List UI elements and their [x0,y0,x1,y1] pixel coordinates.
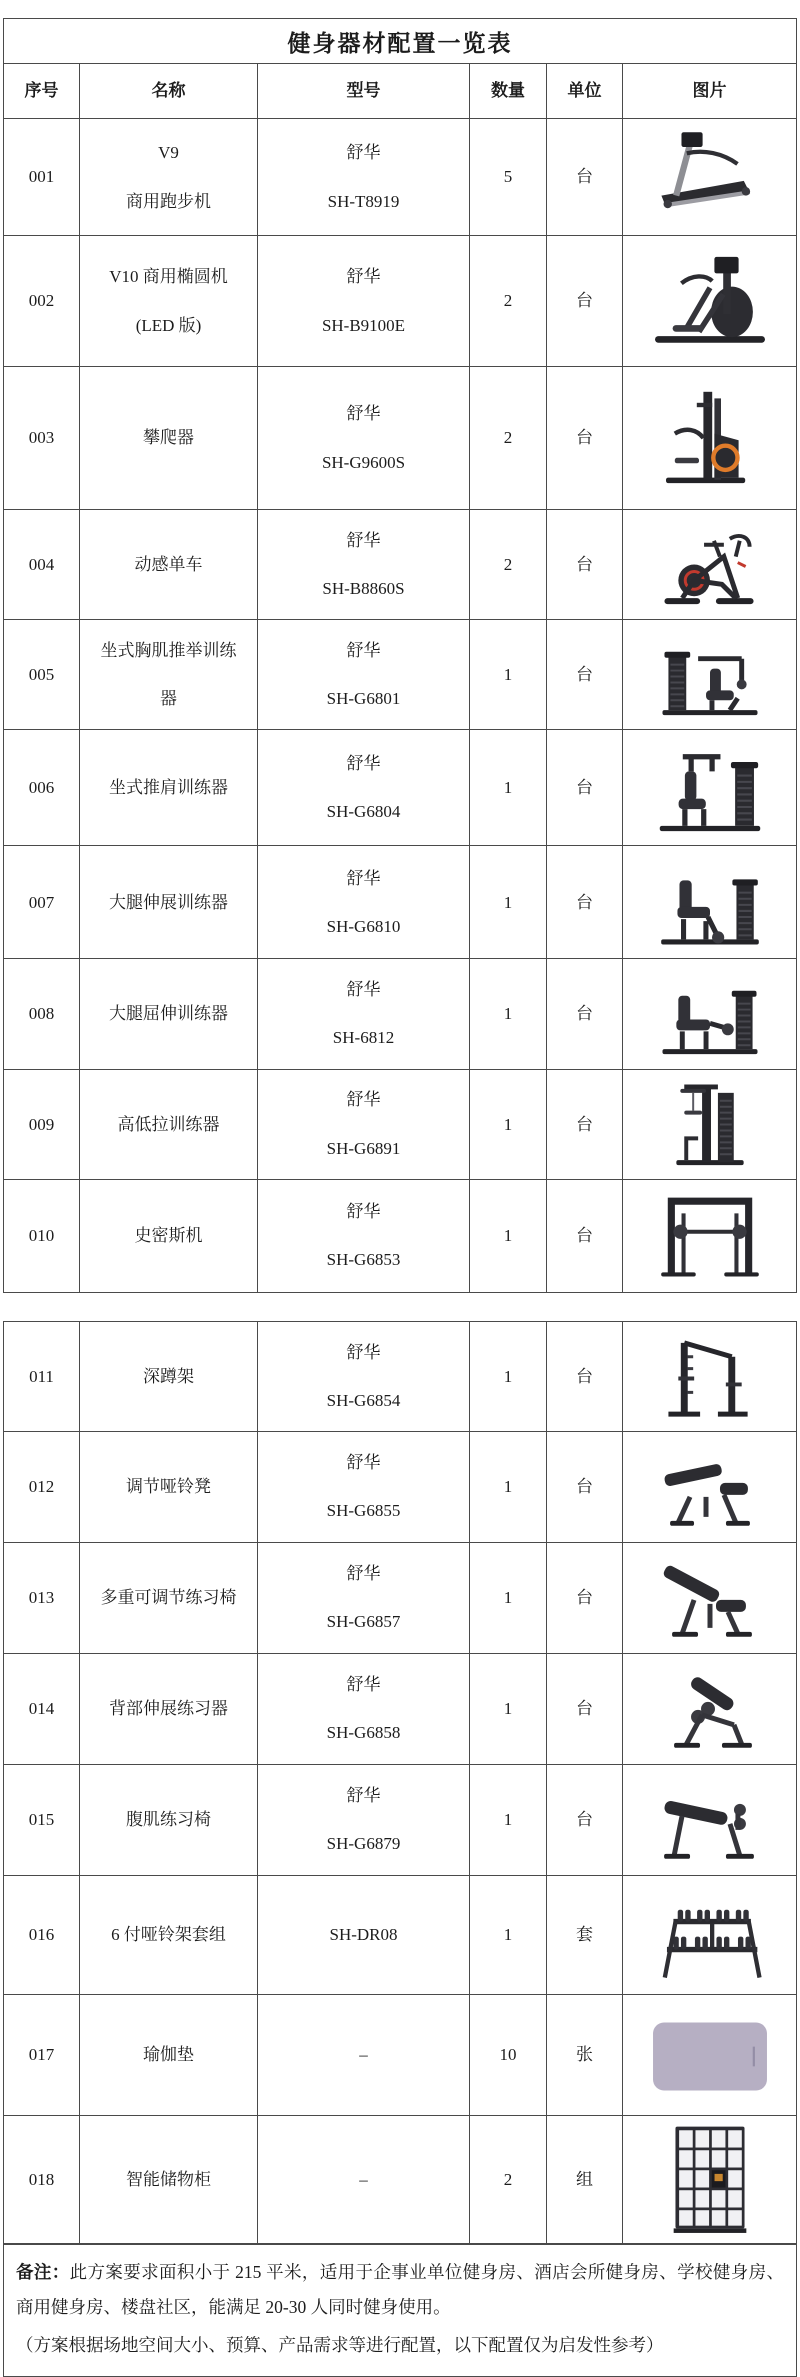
serial-cell [4,1322,80,1431]
name-cell [80,1180,258,1292]
leg-extension-image [623,846,796,958]
quantity-cell-text: 1 [503,892,513,912]
quantity-cell-text: 2 [503,554,513,574]
quantity-cell [470,2116,547,2243]
quantity-cell [470,1543,547,1653]
quantity-cell [470,367,547,509]
quantity-cell [470,510,547,619]
model-cell-text: 舒华 [346,143,381,163]
model-cell-text: SH-G6853 [326,1250,401,1270]
unit-cell-text: 台 [576,1477,593,1497]
model-cell-text: 舒华 [346,1342,381,1362]
name-cell-text: 6 付哑铃架套组 [111,1925,226,1945]
unit-cell-text: 台 [576,1588,593,1608]
quantity-cell [470,1995,547,2115]
header-cell-unit: 单位 [547,64,623,118]
name-cell-text: 腹肌练习椅 [126,1810,211,1830]
serial-cell-text: 008 [28,1004,55,1024]
name-cell [80,1654,258,1764]
table-row-017 [4,1995,796,2116]
unit-cell [547,620,623,729]
table-row-013 [4,1543,796,1654]
model-cell [258,510,470,619]
unit-cell [547,1876,623,1994]
model-cell [258,1070,470,1179]
model-cell-text: SH-G9600S [321,452,406,472]
page-title: 健身器材配置一览表 [3,18,797,64]
name-cell-text: 瑜伽垫 [143,2045,194,2065]
ab-bench-image [623,1765,796,1875]
model-cell-text: 舒华 [346,1090,381,1110]
serial-cell-text: 011 [29,1366,54,1386]
table-row-008 [4,959,796,1069]
unit-cell-text: 台 [576,1226,593,1246]
unit-cell [547,236,623,366]
serial-cell [4,1995,80,2115]
serial-cell-text: 018 [28,2169,55,2189]
quantity-cell [470,730,547,845]
quantity-cell-text: 1 [503,1925,513,1945]
quantity-cell [470,620,547,729]
unit-cell-text: 套 [576,1925,593,1945]
table-row-002 [4,236,796,367]
unit-cell-text: 张 [576,2045,593,2065]
serial-cell [4,236,80,366]
name-cell [80,1765,258,1875]
unit-cell [547,959,623,1068]
table-row-014 [4,1654,796,1765]
model-cell [258,2116,470,2243]
model-cell-text: – [359,2045,368,2065]
name-cell-text: 坐式推肩训练器 [109,778,228,798]
quantity-cell [470,1070,547,1179]
model-cell [258,367,470,509]
model-cell-text: SH-G6891 [326,1138,401,1158]
table-header-row [4,64,796,119]
model-cell [258,1765,470,1875]
elliptical-image [623,236,796,366]
table-row-001 [4,119,796,236]
model-cell [258,1432,470,1542]
dumbbell-rack-image [623,1876,796,1994]
table-row-011 [4,1322,796,1432]
name-cell [80,620,258,729]
serial-cell [4,119,80,235]
unit-cell-text: 台 [576,428,593,448]
model-cell-text: 舒华 [346,1675,381,1695]
serial-cell-text: 010 [28,1226,55,1246]
unit-cell [547,119,623,235]
model-cell [258,846,470,958]
model-cell-text: 舒华 [346,1786,381,1806]
unit-cell [547,846,623,958]
unit-cell [547,1180,623,1292]
name-cell-text: 背部伸展练习器 [109,1699,228,1719]
quantity-cell [470,846,547,958]
unit-cell-text: 台 [576,1810,593,1830]
unit-cell-text: 台 [576,1004,593,1024]
serial-cell-text: 016 [28,1925,55,1945]
table-row-003 [4,367,796,510]
model-cell-text: 舒华 [346,1202,381,1221]
dumbbell-bench-image [623,1432,796,1542]
model-cell-text: SH-G6858 [326,1723,401,1743]
unit-cell-text: 台 [576,665,593,685]
unit-cell [547,1070,623,1179]
model-cell-text: SH-DR08 [329,1925,398,1945]
model-cell-text: 舒华 [346,754,381,774]
table-row-005 [4,620,796,730]
unit-cell [547,1432,623,1542]
table-row-018 [4,2116,796,2244]
model-cell [258,620,470,729]
unit-cell [547,1322,623,1431]
serial-cell-text: 003 [28,428,55,448]
remarks-label: 备注： [16,2261,70,2282]
model-cell-text: SH-G6810 [326,916,401,936]
remarks-paragraph-2: （方案根据场地空间大小、预算、产品需求等进行配置，以下配置仅为启发性参考） [16,2335,664,2356]
name-cell [80,2116,258,2243]
equipment-table-2 [3,1321,797,2244]
document-page [3,0,797,2377]
quantity-cell [470,1654,547,1764]
unit-cell [547,367,623,509]
model-cell [258,1180,470,1292]
unit-cell-text: 台 [576,778,593,798]
model-cell [258,1876,470,1994]
quantity-cell-text: 1 [503,1004,513,1024]
name-cell [80,236,258,366]
unit-cell [547,1765,623,1875]
chest-press-image [623,620,796,729]
quantity-cell-text: 5 [503,167,513,187]
header-cell-quantity: 数量 [470,64,547,118]
treadmill-image [623,119,796,235]
serial-cell-text: 015 [28,1810,55,1830]
model-cell [258,236,470,366]
name-cell [80,959,258,1068]
unit-cell-text: 台 [576,554,593,574]
remarks-paragraph [16,2255,784,2327]
quantity-cell [470,1180,547,1292]
table-row-007 [4,846,796,959]
name-cell-text: 动感单车 [134,554,203,574]
model-cell-text: SH-B9100E [321,315,406,335]
header-cell-image: 图片 [692,81,727,101]
serial-cell [4,846,80,958]
quantity-cell-text: 1 [503,665,513,685]
model-cell-text: SH-G6801 [326,689,401,709]
model-cell-text: 舒华 [346,1453,381,1473]
serial-cell [4,2116,80,2243]
quantity-cell-text: 1 [503,1810,513,1830]
name-cell [80,730,258,845]
table-row-016 [4,1876,796,1995]
adjustable-bench-image [623,1543,796,1653]
leg-curl-image [623,959,796,1068]
quantity-cell [470,236,547,366]
name-cell-text: 智能储物柜 [126,2169,211,2189]
squat-rack-image [623,1322,796,1431]
name-cell-text: 深蹲架 [143,1366,194,1386]
serial-cell [4,1765,80,1875]
model-cell-text: 舒华 [346,530,381,550]
unit-cell [547,730,623,845]
model-cell-text: SH-G6804 [326,802,401,822]
model-cell-text: SH-6812 [332,1028,395,1048]
serial-cell-text: 005 [28,665,55,685]
name-cell [80,367,258,509]
quantity-cell [470,1876,547,1994]
serial-cell-text: 004 [28,554,55,574]
name-cell-text: V10 商用椭圆机 [109,267,228,287]
serial-cell-text: 013 [28,1588,55,1608]
quantity-cell-text: 1 [503,1477,513,1497]
model-cell-text: 舒华 [346,267,381,287]
name-cell-text: 大腿屈伸训练器 [109,1004,228,1024]
model-cell-text: – [359,2169,368,2189]
equipment-table-1 [3,64,797,1293]
lat-pulley-image [623,1070,796,1179]
serial-cell [4,1070,80,1179]
unit-cell-text: 台 [576,1114,593,1134]
back-extension-image [623,1654,796,1764]
locker-image [623,2116,796,2243]
serial-cell-text: 006 [28,778,55,798]
model-cell-text: 舒华 [346,1564,381,1584]
name-cell-text: 攀爬器 [143,428,194,448]
quantity-cell [470,959,547,1068]
name-cell-text: 多重可调节练习椅 [100,1588,237,1608]
model-cell-text: 舒华 [346,980,381,1000]
name-cell [80,846,258,958]
model-cell [258,1543,470,1653]
model-cell-text: 舒华 [346,641,381,661]
name-cell [80,510,258,619]
unit-cell-text: 台 [576,1366,593,1386]
name-cell-text: V9 [158,143,179,163]
header-cell-serial: 序号 [4,64,80,118]
unit-cell-text: 组 [576,2169,593,2189]
quantity-cell [470,119,547,235]
model-cell [258,1322,470,1431]
table-row-015 [4,1765,796,1876]
unit-cell [547,1543,623,1653]
unit-cell-text: 台 [576,1699,593,1719]
model-cell [258,730,470,845]
serial-cell [4,510,80,619]
unit-cell-text: 台 [576,167,593,187]
table-row-006 [4,730,796,846]
name-cell [80,1432,258,1542]
header-cell-model: 型号 [258,64,470,118]
spin-bike-image [623,510,796,619]
quantity-cell [470,1322,547,1431]
table-row-010 [4,1180,796,1293]
quantity-cell-text: 1 [503,1114,513,1134]
model-cell-text: 舒华 [346,404,381,424]
model-cell-text: SH-T8919 [327,191,400,211]
model-cell [258,119,470,235]
model-cell-text: SH-B8860S [322,579,405,599]
name-cell-text: 坐式胸肌推举训练 [100,641,237,661]
serial-cell [4,730,80,845]
quantity-cell-text: 1 [503,1588,513,1608]
model-cell [258,1654,470,1764]
model-cell [258,959,470,1068]
model-cell [258,1995,470,2115]
model-cell-text: SH-G6855 [326,1501,401,1521]
table-row-012 [4,1432,796,1543]
unit-cell [547,1654,623,1764]
name-cell-text: 大腿伸展训练器 [109,892,228,912]
serial-cell [4,1432,80,1542]
shoulder-press-image [623,730,796,845]
quantity-cell-text: 2 [503,2169,513,2189]
quantity-cell-text: 1 [503,1699,513,1719]
unit-cell-text: 台 [576,291,593,311]
serial-cell [4,1876,80,1994]
table-row-009 [4,1070,796,1180]
serial-cell-text: 017 [28,2045,55,2065]
name-cell-text: 商用跑步机 [126,191,211,211]
name-cell-text: (LED 版) [135,315,202,335]
serial-cell [4,620,80,729]
name-cell [80,119,258,235]
quantity-cell-text: 10 [499,2045,517,2065]
smith-machine-image [623,1180,796,1292]
name-cell [80,1543,258,1653]
quantity-cell-text: 1 [503,778,513,798]
remarks-text: 此方案要求面积小于 215 平米，适用于企事业单位健身房、酒店会所健身房、学校健身房、商用健身房、楼盘社区，能满足 20-30 人同时健身使用。 [16,2261,784,2318]
name-cell [80,1876,258,1994]
unit-cell-text: 台 [576,892,593,912]
unit-cell [547,2116,623,2243]
serial-cell-text: 009 [28,1114,55,1134]
climber-image [623,367,796,509]
serial-cell-text: 002 [28,291,55,311]
serial-cell-text: 012 [28,1477,55,1497]
serial-cell-text: 001 [28,167,55,187]
name-cell-text: 史密斯机 [134,1226,203,1246]
name-cell [80,1070,258,1179]
quantity-cell-text: 2 [503,428,513,448]
serial-cell [4,1654,80,1764]
quantity-cell-text: 1 [503,1226,513,1246]
name-cell-text: 调节哑铃凳 [126,1477,211,1497]
name-cell-text: 器 [160,689,177,709]
table-row-004 [4,510,796,620]
quantity-cell [470,1765,547,1875]
name-cell [80,1322,258,1431]
unit-cell [547,510,623,619]
model-cell-text: SH-G6879 [326,1834,401,1854]
model-cell-text: SH-G6857 [326,1612,401,1632]
header-cell-name: 名称 [80,64,258,118]
model-cell-text: SH-G6854 [326,1390,401,1410]
serial-cell [4,959,80,1068]
serial-cell [4,1543,80,1653]
serial-cell [4,1180,80,1292]
serial-cell-text: 007 [28,892,55,912]
name-cell-text: 高低拉训练器 [117,1114,220,1134]
serial-cell-text: 014 [28,1699,55,1719]
quantity-cell-text: 1 [503,1366,513,1386]
serial-cell [4,367,80,509]
model-cell-text: 舒华 [346,868,381,888]
unit-cell [547,1995,623,2115]
name-cell [80,1995,258,2115]
quantity-cell-text: 2 [503,291,513,311]
quantity-cell [470,1432,547,1542]
yoga-mat-image [623,1995,796,2115]
